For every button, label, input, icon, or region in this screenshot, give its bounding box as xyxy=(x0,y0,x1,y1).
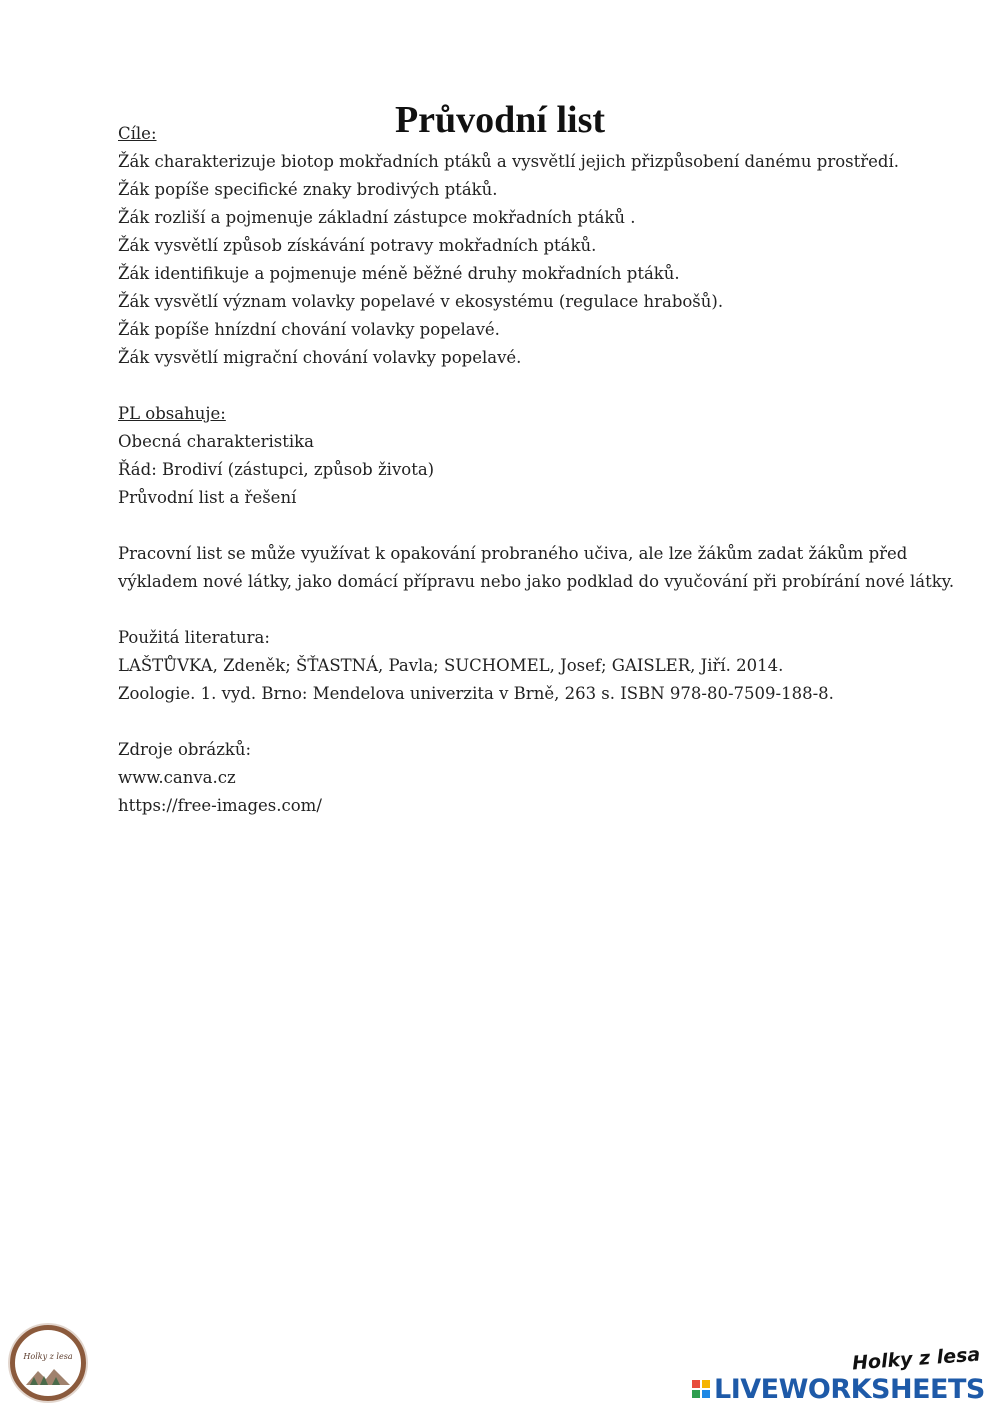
goal-item: Žák popíše specifické znaky brodivých ptáků. xyxy=(118,180,498,199)
goal-item: Žák vysvětlí způsob získávání potravy mokřadních ptáků. xyxy=(118,236,597,255)
logo-ring xyxy=(10,1325,86,1401)
spacer xyxy=(118,512,958,540)
mountain-icon xyxy=(26,1367,70,1385)
goal-item: Žák rozliší a pojmenuje základní zástupce mokřadních ptáků . xyxy=(118,208,636,227)
contents-item: Průvodní list a řešení xyxy=(118,488,297,507)
liveworksheets-logo xyxy=(692,1374,985,1404)
contents-item: Obecná charakteristika xyxy=(118,432,315,451)
contents-heading: PL obsahuje: xyxy=(118,404,226,423)
goals-heading: Cíle: xyxy=(118,124,157,143)
literature-line: LAŠTŮVKA, Zdeněk; ŠŤASTNÁ, Pavla; SUCHOMEL, Josef; GAISLER, Jiří. 2014. xyxy=(118,656,784,675)
literature-line: Zoologie. 1. vyd. Brno: Mendelova univerzita v Brně, 263 s. ISBN 978-80-7509-188-8. xyxy=(118,684,834,703)
spacer xyxy=(118,372,958,400)
goal-item: Žák vysvětlí migrační chování volavky popelavé. xyxy=(118,348,522,367)
images-heading: Zdroje obrázků: xyxy=(118,740,252,759)
usage-paragraph: Pracovní list se může využívat k opakování probraného učiva, ale lze žákům zadat žákům před výkladem nové látky, jako domácí přípravu nebo jako podklad do vyučování při probírání nové látky. xyxy=(118,544,955,591)
images-line: https://free-images.com/ xyxy=(118,796,322,815)
goal-item: Žák identifikuje a pojmenuje méně běžné druhy mokřadních ptáků. xyxy=(118,264,680,283)
spacer xyxy=(118,708,958,736)
logo-text: Holky z lesa xyxy=(23,1352,73,1361)
liveworksheets-icon xyxy=(692,1380,710,1398)
images-line: www.canva.cz xyxy=(118,768,236,787)
holky-z-lesa-logo xyxy=(10,1325,86,1401)
liveworksheets-wordmark: LIVEWORKSHEETS xyxy=(714,1373,985,1405)
goal-item: Žák charakterizuje biotop mokřadních ptáků a vysvětlí jejich přizpůsobení danému prostředí. xyxy=(118,152,900,171)
document-body xyxy=(118,120,958,820)
contents-item: Řád: Brodiví (zástupci, způsob života) xyxy=(118,460,435,479)
icon-square xyxy=(702,1390,710,1398)
goal-item: Žák vysvětlí význam volavky popelavé v ekosystému (regulace hrabošů). xyxy=(118,292,724,311)
page-title: Průvodní list xyxy=(394,99,606,141)
icon-square xyxy=(692,1380,700,1388)
literature-heading: Použitá literatura: xyxy=(118,628,270,647)
goal-item: Žák popíše hnízdní chování volavky popelavé. xyxy=(118,320,500,339)
spacer xyxy=(118,596,958,624)
icon-square xyxy=(692,1390,700,1398)
brand-signature: Holky z lesa xyxy=(851,1343,981,1375)
icon-square xyxy=(702,1380,710,1388)
